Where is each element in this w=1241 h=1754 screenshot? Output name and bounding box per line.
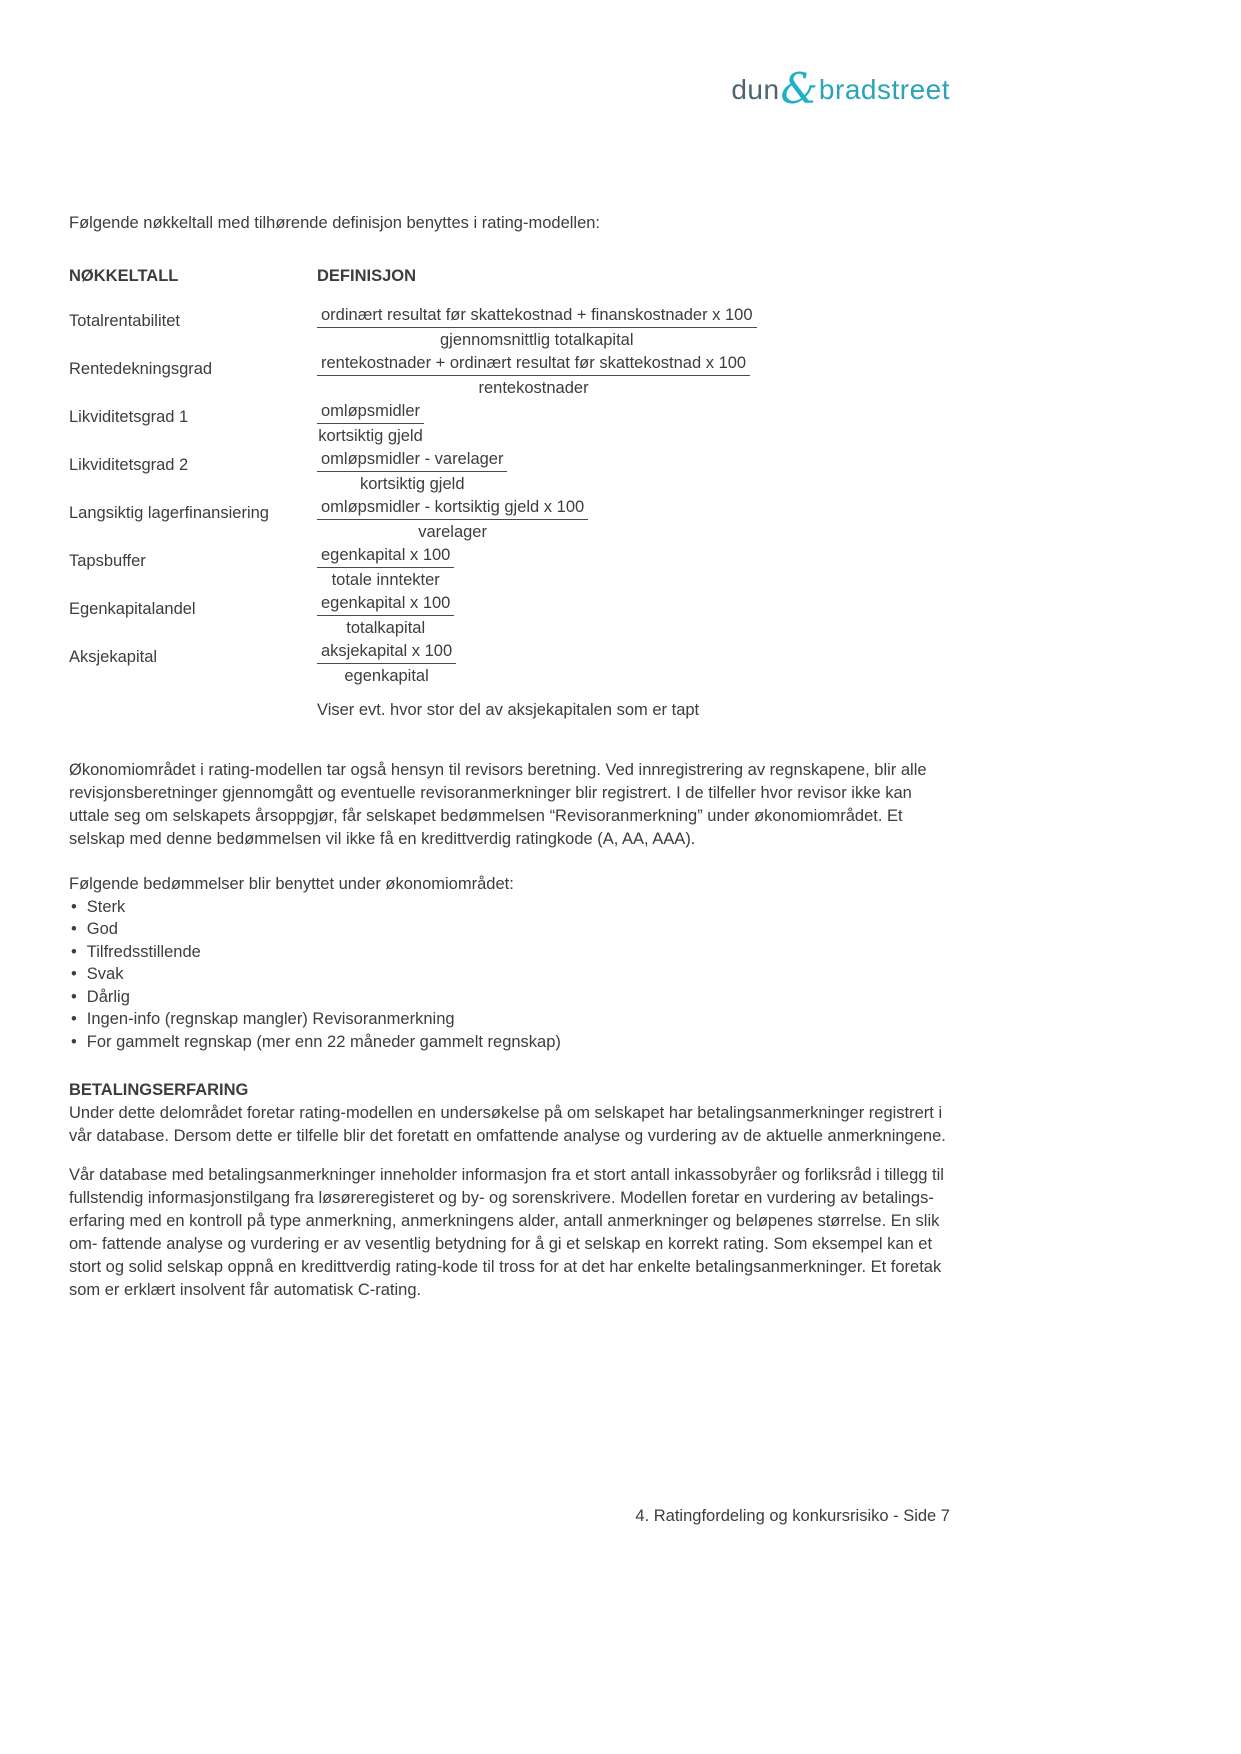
list-item: • God: [69, 918, 950, 941]
fraction-numerator: egenkapital x 100: [317, 593, 454, 616]
table-row: [69, 353, 950, 398]
logo-text-dun: dun: [731, 74, 780, 105]
list-item: • Dårlig: [69, 986, 950, 1009]
list-item: • For gammelt regnskap (mer enn 22 måneder gammelt regnskap): [69, 1031, 950, 1054]
ratio-term: Tapsbuffer: [69, 552, 146, 570]
fraction-denominator: kortsiktig gjeld: [318, 427, 423, 445]
list-item: • Ingen-info (regnskap mangler) Revisoranmerkning: [69, 1008, 950, 1031]
ratio-fraction: [317, 305, 757, 350]
ratio-term: Likviditetsgrad 1: [69, 408, 189, 426]
ratio-term: Egenkapitalandel: [69, 600, 196, 618]
fraction-denominator: rentekostnader: [478, 379, 589, 397]
fraction-denominator: gjennomsnittlig totalkapital: [439, 331, 634, 349]
logo-ampersand-icon: &: [780, 64, 818, 113]
ratio-fraction: [317, 353, 750, 398]
fraction-numerator: omløpsmidler - varelager: [317, 449, 507, 472]
payment-paragraph-1: Under dette delområdet foretar rating-modellen en undersøkelse på om selskapet har betalingsanmerkninger registrert i vår database. Dersom dette er tilfelle blir det foretatt en omfattende analyse og vurdering av de aktuelle anmerkningene.: [69, 1104, 946, 1145]
ratio-term: Langsiktig lagerfinansiering: [69, 504, 269, 522]
ratio-term: Likviditetsgrad 2: [69, 456, 189, 474]
fraction-denominator: kortsiktig gjeld: [359, 475, 465, 493]
column-header-definisjon: DEFINISJON: [317, 267, 417, 285]
list-item: • Svak: [69, 963, 950, 986]
fraction-numerator: omløpsmidler: [317, 401, 424, 424]
table-row: [69, 401, 950, 446]
ratio-fraction: [317, 449, 507, 494]
table-row: [69, 641, 950, 686]
section-heading-betalingserfaring: BETALINGSERFARING: [69, 1081, 249, 1099]
assessment-list: [69, 896, 950, 1054]
fraction-denominator: egenkapital: [344, 667, 429, 685]
intro-text: Følgende nøkkeltall med tilhørende definisjon benyttes i rating-modellen:: [69, 214, 601, 232]
fraction-numerator: omløpsmidler - kortsiktig gjeld x 100: [317, 497, 588, 520]
table-row: [69, 305, 950, 350]
table-row: [69, 497, 950, 542]
list-item: • Sterk: [69, 896, 950, 919]
table-row: [69, 545, 950, 590]
column-header-nokkeltall: NØKKELTALL: [69, 267, 179, 285]
dun-bradstreet-logo: [69, 64, 950, 113]
logo-text-bradstreet: bradstreet: [818, 74, 950, 105]
ratio-term: Rentedekningsgrad: [69, 360, 213, 378]
fraction-numerator: egenkapital x 100: [317, 545, 454, 568]
ratio-table-rows: [69, 305, 950, 686]
fraction-denominator: totale inntekter: [331, 571, 440, 589]
ratio-fraction: [317, 593, 454, 638]
aksjekapital-note: Viser evt. hvor stor del av aksjekapitalen som er tapt: [317, 701, 700, 719]
payment-paragraph-2: Vår database med betalingsanmerkninger inneholder informasjon fra et stort antall inkassobyråer og forliksråd i tillegg til fullstendig informasjonstilgang fra løsøreregisteret og by- og sorenskrivere. Modellen foretar en vurdering av betalings- erfaring med en kontroll på type anmerkning, anmerkningens alder, antall anmerkninger og beløpenes størrelse. En slik om- fattende analyse og vurdering er av vesentlig betydning for å gi et selskap en korrekt rating. Som eksempel kan et stort og solid selskap oppnå en kredittverdig rating-kode til tross for at det har enkelte betalingsanmerkninger. Et foretak som er erklært insolvent får automatisk C-rating.: [69, 1166, 944, 1299]
ratio-fraction: [317, 401, 424, 446]
table-row: [69, 449, 950, 494]
fraction-denominator: varelager: [418, 523, 487, 541]
ratio-table-header: [69, 265, 950, 287]
ratio-fraction: [317, 545, 454, 590]
fraction-numerator: ordinært resultat før skattekostnad + finanskostnader x 100: [317, 305, 757, 328]
fraction-denominator: totalkapital: [346, 619, 426, 637]
table-row: [69, 593, 950, 638]
list-item: • Tilfredsstillende: [69, 941, 950, 964]
ratio-fraction: [317, 497, 588, 542]
ratio-term: Totalrentabilitet: [69, 312, 180, 330]
fraction-numerator: rentekostnader + ordinært resultat før skattekostnad x 100: [317, 353, 750, 376]
economy-paragraph: Økonomiområdet i rating-modellen tar også hensyn til revisors beretning. Ved innregistrering av regnskapene, blir alle revisjonsberetninger gjennomgått og eventuelle revisoranmerkninger blir registrert. I de tilfeller hvor revisor ikke kan uttale seg om selskapets årsoppgjør, får selskapet bedømmelsen “Revisoranmerkning” under økonomiområdet. Et selskap med denne bedømmelsen vil ikke få en kredittverdig ratingkode (A, AA, AAA).: [69, 761, 927, 848]
ratio-term: Aksjekapital: [69, 648, 158, 666]
page-content: [69, 0, 950, 1302]
fraction-numerator: aksjekapital x 100: [317, 641, 456, 664]
ratio-fraction: [317, 641, 456, 686]
assessment-list-intro: Følgende bedømmelser blir benyttet under økonomiområdet:: [69, 875, 514, 893]
page-footer: 4. Ratingfordeling og konkursrisiko - Side 7: [635, 1507, 950, 1525]
